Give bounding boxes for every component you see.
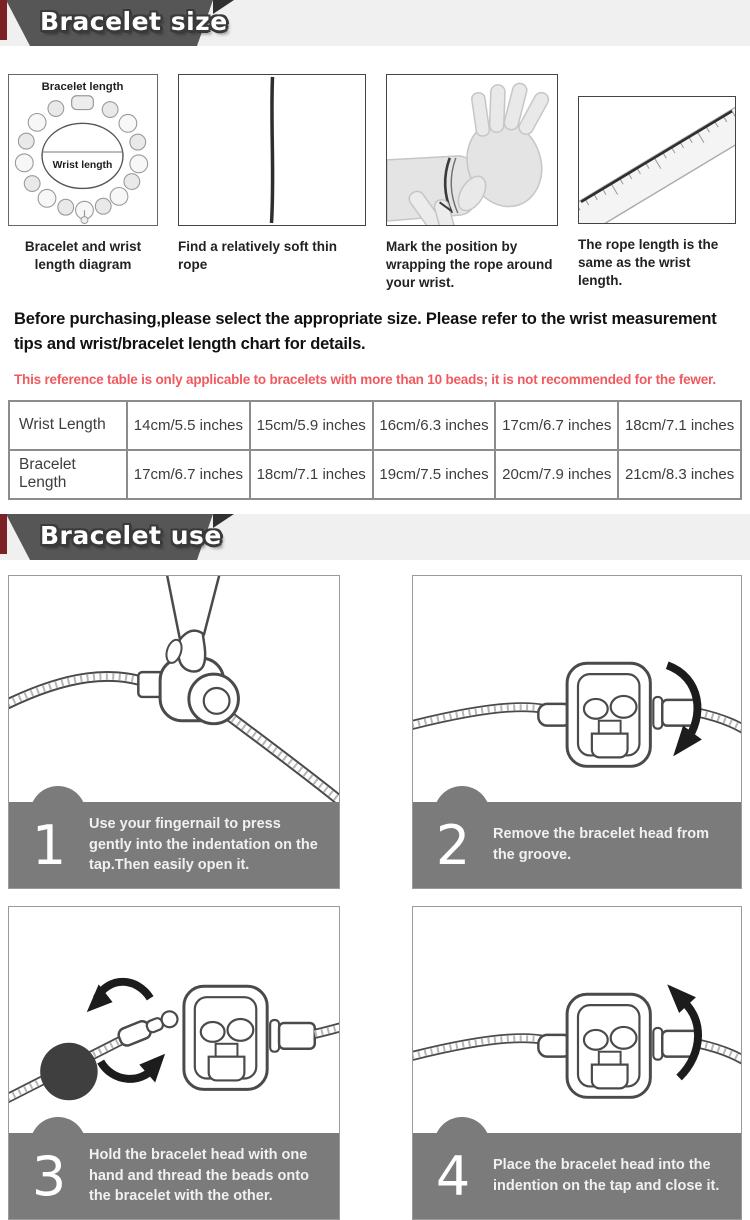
usage-step-4 bbox=[412, 906, 742, 1220]
bracelet-length-header: Bracelet Length bbox=[9, 450, 127, 499]
wrist-wrap-image bbox=[386, 74, 558, 226]
bracelet-size-banner bbox=[0, 0, 240, 46]
measure-step-diagram bbox=[8, 74, 158, 291]
usage-step-1 bbox=[8, 575, 340, 889]
usage-step-3 bbox=[8, 906, 340, 1220]
size-chart-table bbox=[8, 400, 742, 500]
measure-caption-rope: Find a relatively soft thin rope bbox=[178, 239, 338, 272]
measure-caption-diagram: Bracelet and wrist length diagram bbox=[24, 239, 142, 272]
measure-step-wrap bbox=[386, 74, 558, 291]
step-4-illustration bbox=[413, 907, 741, 1133]
bracelet-size-banner-strip bbox=[0, 0, 750, 46]
bracelet-use-title: Bracelet use bbox=[40, 520, 222, 550]
usage-steps-grid bbox=[0, 575, 750, 1220]
measure-caption-ruler: The rope length is the same as the wrist length. bbox=[578, 237, 719, 288]
step-2-illustration bbox=[413, 576, 741, 802]
bracelet-size-cell: 21cm/8.3 inches bbox=[618, 450, 741, 499]
bracelet-size-cell: 18cm/7.1 inches bbox=[250, 450, 373, 499]
step-1-illustration bbox=[9, 576, 339, 802]
bracelet-use-banner bbox=[0, 514, 240, 560]
measurement-steps-row bbox=[0, 74, 750, 291]
wrist-size-cell: 14cm/5.5 inches bbox=[127, 401, 250, 450]
step-1-text: Use your fingernail to press gently into the indentation on the tap.Then easily open it. bbox=[89, 816, 318, 874]
bracelet-size-title: Bracelet size bbox=[40, 7, 228, 36]
bracelet-size-cell: 17cm/6.7 inches bbox=[127, 450, 250, 499]
rope-image bbox=[178, 74, 366, 226]
wrist-size-cell: 18cm/7.1 inches bbox=[618, 401, 741, 450]
table-row-bracelet bbox=[9, 450, 741, 499]
step-1-caption-band bbox=[9, 802, 339, 888]
table-row-wrist bbox=[9, 401, 741, 450]
bracelet-size-cell: 19cm/7.5 inches bbox=[373, 450, 496, 499]
step-3-text: Hold the bracelet head with one hand and thread the beads onto the bracelet with the other. bbox=[89, 1147, 309, 1205]
ruler-image bbox=[578, 96, 736, 224]
rope-illustration bbox=[179, 75, 365, 225]
step-4-caption-band bbox=[413, 1133, 741, 1219]
bead-icon bbox=[40, 1043, 97, 1100]
step-1-number: 1 bbox=[31, 813, 67, 877]
step-4-number: 4 bbox=[435, 1144, 471, 1208]
step-2-caption-band bbox=[413, 802, 741, 888]
wrist-wrap-illustration bbox=[387, 75, 557, 225]
wrist-size-cell: 16cm/6.3 inches bbox=[373, 401, 496, 450]
step-3-caption-band bbox=[9, 1133, 339, 1219]
measure-step-rope bbox=[178, 74, 366, 291]
step-3-illustration bbox=[9, 907, 339, 1133]
banner-red-accent bbox=[0, 514, 7, 554]
step-2-number: 2 bbox=[435, 813, 471, 877]
step-3-number: 3 bbox=[31, 1144, 67, 1208]
step-4-text: Place the bracelet head into the indention on the tap and close it. bbox=[493, 1157, 720, 1194]
finger-press-icon bbox=[164, 576, 221, 671]
bracelet-diagram-illustration bbox=[9, 75, 157, 225]
measure-caption-wrap: Mark the position by wrapping the rope around your wrist. bbox=[386, 239, 553, 290]
wrist-length-label: Wrist length bbox=[52, 159, 113, 171]
reference-table-warning: This reference table is only applicable to bracelets with more than 10 beads; it is not recommended for the fewer. bbox=[14, 371, 716, 387]
bracelet-length-label: Bracelet length bbox=[41, 80, 124, 93]
bracelet-size-cell: 20cm/7.9 inches bbox=[495, 450, 618, 499]
purchase-advice-text: Before purchasing,please select the appropriate size. Please refer to the wrist measurement tips and wrist/bracelet length chart for details. bbox=[14, 310, 717, 354]
banner-red-accent bbox=[0, 0, 7, 40]
wrist-size-cell: 17cm/6.7 inches bbox=[495, 401, 618, 450]
wrist-size-cell: 15cm/5.9 inches bbox=[250, 401, 373, 450]
ruler-illustration bbox=[579, 97, 735, 223]
bracelet-diagram-image bbox=[8, 74, 158, 226]
measure-step-ruler bbox=[578, 74, 736, 291]
bracelet-use-banner-strip bbox=[0, 514, 750, 560]
wrist-length-header: Wrist Length bbox=[9, 401, 127, 450]
step-2-text: Remove the bracelet head from the groove. bbox=[493, 826, 709, 863]
usage-step-2 bbox=[412, 575, 742, 889]
